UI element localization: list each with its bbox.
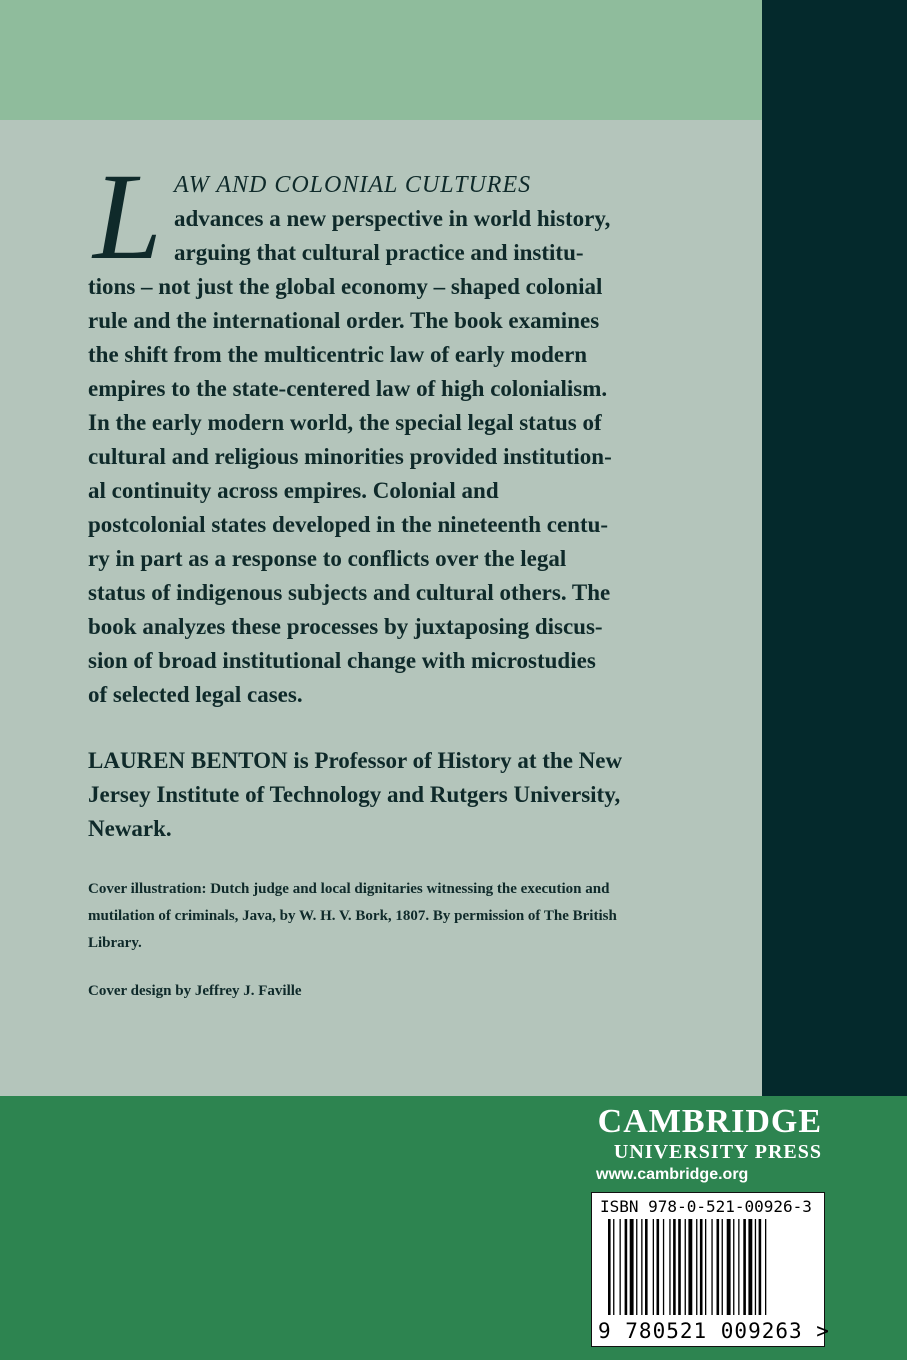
blurb-line: arguing that cultural practice and institu- <box>174 240 584 265</box>
blurb-line: tions – not just the global economy – shaped colonial <box>88 274 603 299</box>
barcode-bar <box>733 1219 734 1315</box>
barcode-bar <box>613 1219 614 1315</box>
blurb-line: book analyzes these processes by juxtaposing discus- <box>88 614 603 639</box>
blurb-line: cultural and religious minorities provided institution- <box>88 444 612 469</box>
top-color-band <box>0 0 762 120</box>
barcode-bar <box>705 1219 706 1315</box>
barcode-bar <box>711 1219 712 1315</box>
illustration-credit-line: mutilation of criminals, Java, by W. H. V. Bork, 1807. By permission of The British <box>88 908 617 924</box>
drop-cap: L <box>93 148 162 285</box>
barcode-bar <box>722 1219 723 1315</box>
barcode-bar <box>641 1219 642 1315</box>
barcode-bar <box>657 1219 660 1315</box>
blurb-line: al continuity across empires. Colonial and <box>88 478 499 503</box>
barcode-bar <box>663 1219 664 1315</box>
barcode-bar <box>625 1219 628 1315</box>
isbn-label: ISBN 978-0-521-00926-3 <box>600 1197 812 1216</box>
barcode-bar <box>673 1219 676 1315</box>
barcode-bar <box>755 1219 756 1315</box>
barcode-bar <box>630 1219 634 1315</box>
barcode-bar <box>696 1219 697 1315</box>
blurb-line: the shift from the multicentric law of early modern <box>88 342 588 367</box>
illustration-credit-line: Cover illustration: Dutch judge and local dignitaries witnessing the execution and <box>88 881 610 897</box>
publisher-logo-subname: UNIVERSITY PRESS <box>613 1141 822 1163</box>
barcode-bar <box>636 1219 637 1315</box>
barcode-digits: 9 780521 009263 > <box>598 1319 830 1343</box>
barcode-bar <box>743 1219 746 1315</box>
barcode-bar <box>608 1219 611 1315</box>
barcode-bar <box>759 1219 762 1315</box>
illustration-credit-line: Library. <box>88 935 142 951</box>
barcode-bar <box>653 1219 654 1315</box>
barcode-bar <box>645 1219 648 1315</box>
blurb-line: sion of broad institutional change with microstudies <box>88 648 596 673</box>
blurb-line: empires to the state-centered law of high colonialism. <box>88 376 608 401</box>
barcode-box <box>591 1192 830 1347</box>
blurb-line: rule and the international order. The book examines <box>88 308 600 333</box>
barcode-bar <box>678 1219 681 1315</box>
barcode-icon <box>598 1219 816 1319</box>
barcode-bar <box>700 1219 703 1315</box>
blurb-line: of selected legal cases. <box>88 682 303 707</box>
blurb-line: In the early modern world, the special legal status of <box>88 410 602 435</box>
author-bio-line: Newark. <box>88 816 172 841</box>
publisher-logo-name: CAMBRIDGE <box>597 1103 822 1140</box>
barcode-bar <box>669 1219 670 1315</box>
blurb-line: postcolonial states developed in the nineteenth centu- <box>88 512 609 537</box>
barcode-bar <box>738 1219 739 1315</box>
blurb-line: ry in part as a response to conflicts over the legal <box>88 546 567 571</box>
blurb-line: status of indigenous subjects and cultural others. The <box>88 580 611 605</box>
barcode-bar <box>765 1219 766 1315</box>
design-credit: Cover design by Jeffrey J. Faville <box>88 983 302 999</box>
author-bio-line: LAUREN BENTON is Professor of History at the New <box>88 748 623 773</box>
book-title: AW AND COLONIAL CULTURES <box>174 172 532 198</box>
publisher-url: www.cambridge.org <box>596 1166 749 1183</box>
barcode-bar <box>748 1219 752 1315</box>
barcode-bar <box>688 1219 692 1315</box>
barcode-bar <box>685 1219 686 1315</box>
author-bio-line: Jersey Institute of Technology and Rutgers University, <box>88 782 621 807</box>
blurb-line: advances a new perspective in world history, <box>174 206 611 231</box>
barcode-bar <box>717 1219 720 1315</box>
barcode-bar <box>620 1219 621 1315</box>
spine-color-band <box>762 0 907 1096</box>
barcode-bar <box>727 1219 731 1315</box>
